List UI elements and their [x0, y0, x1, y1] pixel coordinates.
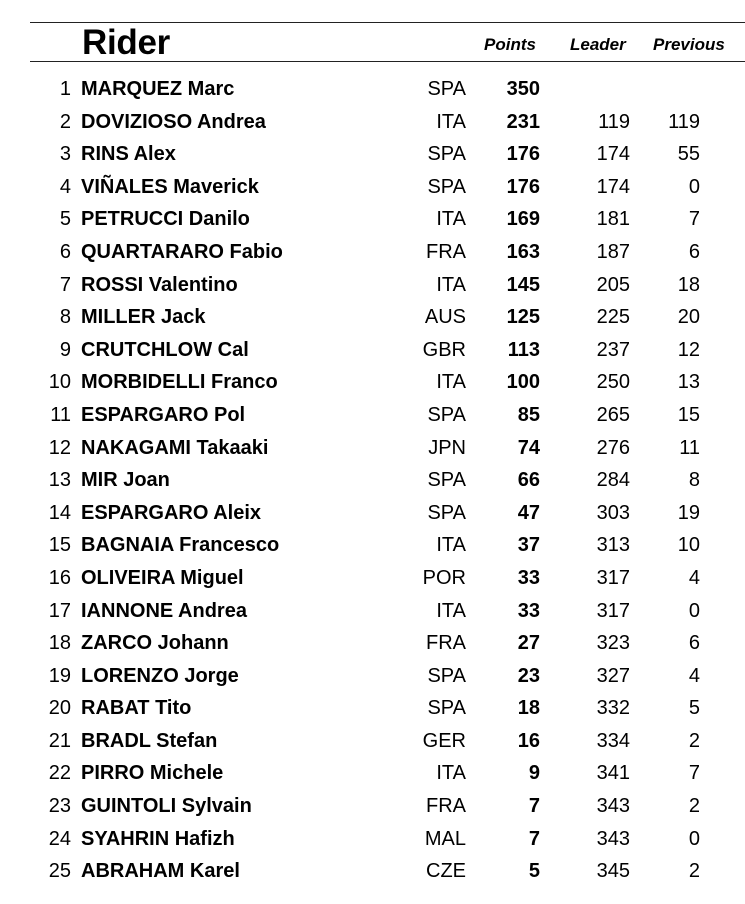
table-row	[0, 596, 745, 629]
table-row	[0, 302, 745, 335]
gap-to-leader: 303	[596, 501, 630, 524]
position: 9	[59, 338, 71, 361]
gap-to-leader: 317	[596, 566, 630, 589]
rider-name: VIÑALES Maverick	[81, 175, 259, 198]
gap-to-leader: 327	[596, 664, 630, 687]
standings-table	[0, 74, 745, 889]
gap-to-previous: 20	[677, 306, 700, 329]
gap-to-previous: 6	[688, 240, 700, 263]
position: 3	[59, 143, 71, 166]
rider-name: PIRRO Michele	[81, 762, 224, 785]
gap-to-leader: 181	[596, 208, 630, 231]
position: 13	[48, 469, 71, 492]
gap-to-previous: 12	[677, 338, 700, 361]
nation: SPA	[427, 175, 466, 198]
gap-to-previous: 7	[688, 762, 700, 785]
points: 7	[528, 827, 540, 850]
position: 25	[48, 860, 71, 883]
position: 6	[59, 240, 71, 263]
nation: GBR	[422, 338, 466, 361]
points: 100	[506, 371, 540, 394]
header-rider: Rider	[82, 23, 170, 62]
rider-name: BAGNAIA Francesco	[81, 534, 280, 557]
rider-name: CRUTCHLOW Cal	[81, 338, 249, 361]
nation: SPA	[427, 697, 466, 720]
gap-to-previous: 10	[677, 534, 700, 557]
rider-name: ESPARGARO Aleix	[81, 501, 262, 524]
table-row	[0, 172, 745, 205]
gap-to-previous: 6	[688, 632, 700, 655]
nation: SPA	[427, 403, 466, 426]
nation: ITA	[436, 208, 466, 231]
position: 19	[48, 664, 71, 687]
table-row	[0, 791, 745, 824]
table-row	[0, 433, 745, 466]
position: 10	[48, 371, 71, 394]
header-leader: Leader	[570, 35, 626, 54]
gap-to-leader: 284	[596, 469, 630, 492]
points: 18	[517, 697, 540, 720]
points: 231	[506, 110, 540, 133]
gap-to-leader: 317	[596, 599, 630, 622]
table-row	[0, 270, 745, 303]
table-row	[0, 335, 745, 368]
gap-to-previous: 19	[677, 501, 700, 524]
position: 23	[48, 795, 71, 818]
gap-to-leader: 119	[598, 110, 630, 133]
table-row	[0, 628, 745, 661]
table-row	[0, 367, 745, 400]
table-row	[0, 204, 745, 237]
gap-to-leader: 225	[596, 306, 630, 329]
rider-name: ESPARGARO Pol	[81, 403, 246, 426]
rider-name: BRADL Stefan	[81, 729, 218, 752]
gap-to-previous: 5	[688, 697, 700, 720]
header-points: Points	[484, 35, 536, 54]
gap-to-leader: 174	[596, 175, 630, 198]
table-row	[0, 498, 745, 531]
gap-to-leader: 343	[596, 795, 630, 818]
table-row	[0, 726, 745, 759]
points: 169	[506, 208, 540, 231]
nation: FRA	[426, 240, 466, 263]
position: 22	[48, 762, 71, 785]
rider-name: MARQUEZ Marc	[81, 78, 235, 100]
nation: FRA	[426, 632, 466, 655]
position: 7	[59, 273, 71, 296]
position: 12	[48, 436, 71, 459]
gap-to-previous: 15	[677, 403, 700, 426]
gap-to-previous: 2	[688, 860, 700, 883]
gap-to-previous: 8	[688, 469, 700, 492]
points: 27	[517, 632, 540, 655]
nation: FRA	[426, 795, 466, 818]
table-row	[0, 107, 745, 140]
nation: SPA	[427, 143, 466, 166]
table-row	[0, 563, 745, 596]
points: 9	[528, 762, 540, 785]
rider-name: ROSSI Valentino	[81, 273, 238, 296]
rider-name: RINS Alex	[81, 143, 176, 166]
gap-to-leader: 313	[596, 534, 630, 557]
gap-to-leader: 323	[596, 632, 630, 655]
position: 17	[48, 599, 71, 622]
position: 2	[59, 110, 71, 133]
table-row	[0, 400, 745, 433]
nation: GER	[422, 729, 466, 752]
position: 11	[50, 403, 71, 426]
gap-to-leader: 276	[596, 436, 630, 459]
header-bottom-rule	[30, 61, 745, 62]
gap-to-leader: 334	[596, 729, 630, 752]
rider-name: OLIVEIRA Miguel	[81, 566, 244, 589]
points: 113	[507, 338, 540, 361]
position: 4	[59, 175, 71, 198]
points: 33	[517, 566, 540, 589]
gap-to-leader: 250	[596, 371, 630, 394]
gap-to-previous: 0	[688, 175, 700, 198]
nation: SPA	[427, 78, 466, 100]
table-row	[0, 693, 745, 726]
nation: SPA	[427, 469, 466, 492]
gap-to-previous: 13	[677, 371, 700, 394]
position: 15	[48, 534, 71, 557]
gap-to-leader: 205	[596, 273, 630, 296]
nation: ITA	[436, 371, 466, 394]
points: 350	[506, 78, 540, 100]
gap-to-leader: 345	[596, 860, 630, 883]
points: 23	[517, 664, 540, 687]
nation: ITA	[436, 110, 466, 133]
rider-name: NAKAGAMI Takaaki	[81, 436, 269, 459]
gap-to-leader: 265	[596, 403, 630, 426]
points: 85	[517, 403, 540, 426]
position: 16	[48, 566, 71, 589]
table-row	[0, 758, 745, 791]
rider-name: ZARCO Johann	[81, 632, 229, 655]
nation: SPA	[427, 501, 466, 524]
rider-name: DOVIZIOSO Andrea	[81, 110, 266, 133]
table-row	[0, 530, 745, 563]
table-row	[0, 824, 745, 857]
gap-to-previous: 2	[688, 729, 700, 752]
nation: MAL	[424, 827, 466, 850]
gap-to-leader: 343	[596, 827, 630, 850]
position: 14	[48, 501, 71, 524]
points: 74	[517, 436, 540, 459]
nation: SPA	[427, 664, 466, 687]
nation: ITA	[436, 534, 466, 557]
nation: CZE	[426, 860, 466, 883]
points: 7	[528, 795, 540, 818]
nation: AUS	[424, 306, 466, 329]
gap-to-leader: 341	[596, 762, 630, 785]
header-previous: Previous	[653, 35, 725, 54]
nation: JPN	[428, 436, 466, 459]
table-row	[0, 74, 745, 107]
rider-name: ABRAHAM Karel	[81, 860, 240, 883]
table-row	[0, 856, 745, 889]
rider-name: MILLER Jack	[81, 306, 206, 329]
table-row	[0, 465, 745, 498]
position: 24	[48, 827, 71, 850]
gap-to-leader: 187	[596, 240, 630, 263]
position: 5	[59, 208, 71, 231]
rider-name: IANNONE Andrea	[81, 599, 247, 622]
gap-to-previous: 0	[688, 827, 700, 850]
points: 66	[517, 469, 540, 492]
table-row	[0, 237, 745, 270]
rider-name: SYAHRIN Hafizh	[81, 827, 235, 850]
points: 47	[517, 501, 540, 524]
points: 16	[517, 729, 540, 752]
points: 5	[528, 860, 540, 883]
gap-to-previous: 2	[688, 795, 700, 818]
nation: ITA	[436, 599, 466, 622]
points: 125	[506, 306, 540, 329]
gap-to-previous: 119	[668, 110, 700, 133]
position: 8	[59, 306, 71, 329]
table-row	[0, 139, 745, 172]
rider-name: QUARTARARO Fabio	[81, 240, 283, 263]
rider-name: LORENZO Jorge	[81, 664, 239, 687]
gap-to-leader: 174	[596, 143, 630, 166]
points: 163	[506, 240, 540, 263]
gap-to-previous: 7	[688, 208, 700, 231]
gap-to-previous: 18	[677, 273, 700, 296]
nation: POR	[422, 566, 466, 589]
points: 37	[517, 534, 540, 557]
gap-to-previous: 4	[688, 664, 700, 687]
position: 21	[48, 729, 71, 752]
gap-to-leader: 237	[596, 338, 630, 361]
gap-to-previous: 0	[688, 599, 700, 622]
gap-to-previous: 55	[677, 143, 700, 166]
table-row	[0, 661, 745, 694]
nation: ITA	[436, 273, 466, 296]
position: 20	[48, 697, 71, 720]
rider-name: PETRUCCI Danilo	[81, 208, 250, 231]
rider-name: GUINTOLI Sylvain	[81, 795, 252, 818]
points: 176	[506, 143, 540, 166]
points: 33	[517, 599, 540, 622]
position: 1	[59, 78, 71, 100]
nation: ITA	[436, 762, 466, 785]
position: 18	[48, 632, 71, 655]
gap-to-previous: 11	[679, 436, 700, 459]
gap-to-previous: 4	[688, 566, 700, 589]
rider-name: MORBIDELLI Franco	[81, 371, 278, 394]
points: 145	[506, 273, 540, 296]
gap-to-leader: 332	[596, 697, 630, 720]
rider-name: RABAT Tito	[81, 697, 192, 720]
rider-name: MIR Joan	[81, 469, 170, 492]
points: 176	[506, 175, 540, 198]
